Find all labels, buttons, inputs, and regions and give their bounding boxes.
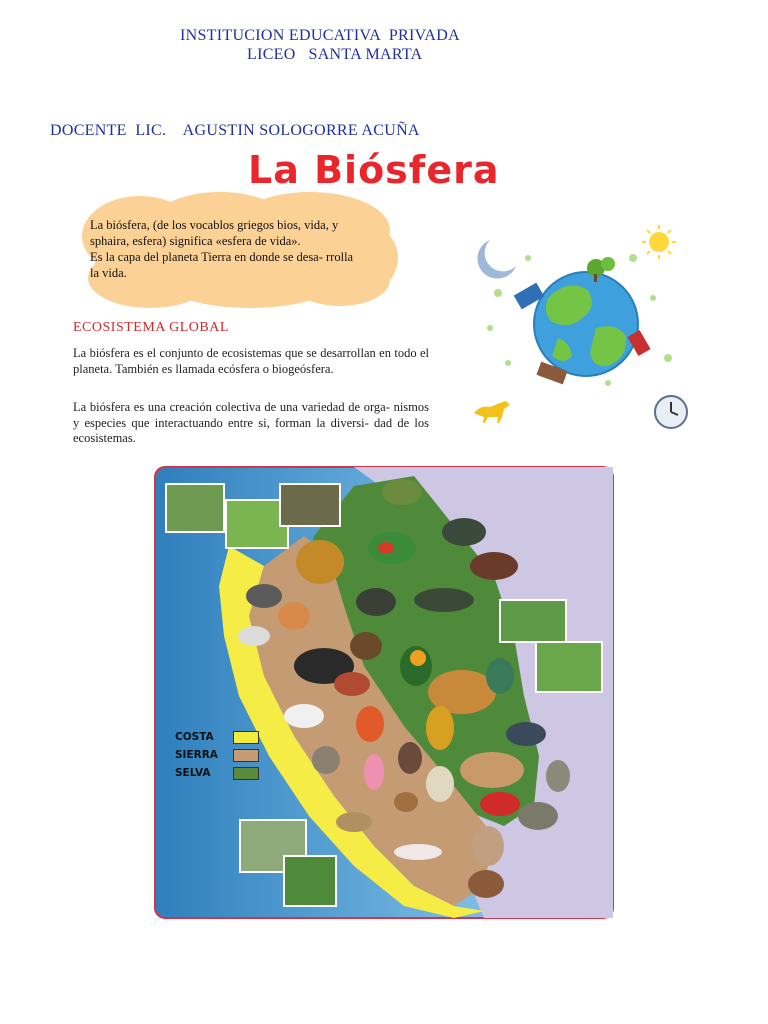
legend-label-selva: SELVA (175, 767, 211, 779)
map-legend (175, 728, 259, 782)
peru-ecosystems-map (154, 466, 614, 919)
globe-icon (534, 272, 638, 376)
section-heading: ECOSISTEMA GLOBAL (73, 320, 229, 335)
legend-item-sierra (175, 746, 259, 764)
globe-illustration (468, 218, 698, 433)
section-paragraph-2: La biósfera es una creación colectiva de una variedad de orga- nismos y especies que interactuando entre si, forman la diversi- dad de los ecosistemas. (73, 400, 429, 445)
school-name-line2: LICEO SANTA MARTA (247, 46, 423, 63)
teacher-name: DOCENTE LIC. AGUSTIN SOLOGORRE ACUÑA (50, 122, 420, 139)
clock-icon (655, 396, 687, 428)
photo-puna-2 (284, 856, 336, 906)
section-paragraph-1: La biósfera es el conjunto de ecosistemas que se desarrollan en todo el planeta. También es llamada ecósfera o biogeósfera. (73, 346, 429, 376)
school-name-line1: INSTITUCION EDUCATIVA PRIVADA (180, 27, 460, 44)
photo-jungle-2 (536, 642, 602, 692)
photo-forest-3 (280, 484, 340, 526)
legend-item-selva (175, 764, 259, 782)
legend-swatch-selva (233, 767, 259, 780)
cloud-text (90, 217, 400, 281)
photo-forest-2 (226, 500, 288, 548)
legend-swatch-costa (233, 731, 259, 744)
photo-forest-1 (166, 484, 224, 532)
photo-jungle-1 (500, 600, 566, 642)
horse-icon (474, 401, 510, 423)
sun-icon (642, 225, 676, 259)
cloud-line-1: La biósfera, (de los vocablos griegos bios, vida, y (90, 218, 339, 232)
moon-icon (477, 240, 516, 279)
page-title: La Biósfera (248, 148, 500, 192)
cloud-line-3: Es la capa del planeta Tierra en donde se desa- rrolla (90, 250, 354, 264)
cloud-line-4: la vida. (90, 266, 127, 280)
cloud-line-2: sphaira, esfera) significa «esfera de vida». (90, 234, 301, 248)
legend-item-costa (175, 728, 259, 746)
legend-label-costa: COSTA (175, 731, 214, 743)
legend-label-sierra: SIERRA (175, 749, 218, 761)
legend-swatch-sierra (233, 749, 259, 762)
